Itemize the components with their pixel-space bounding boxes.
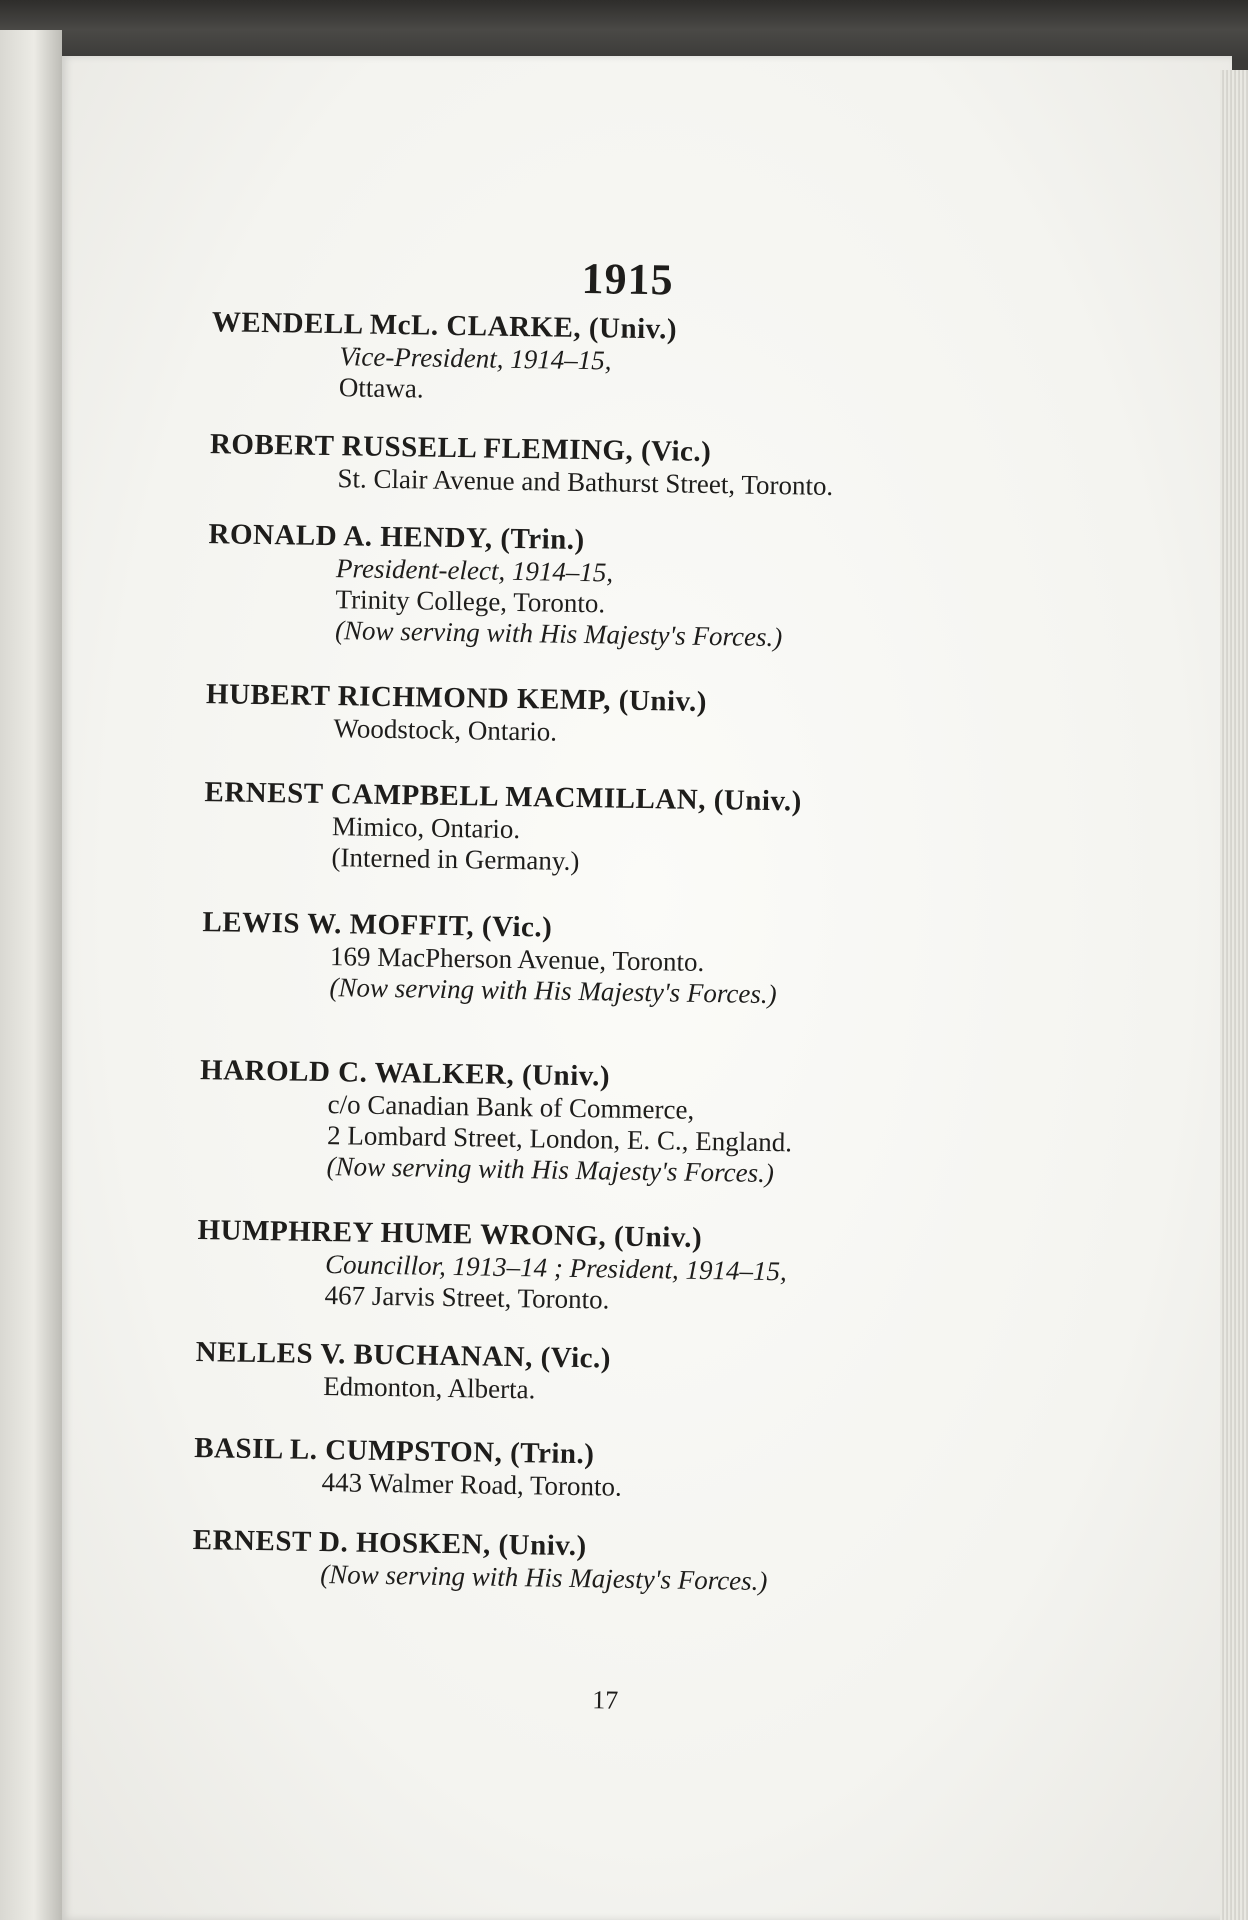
detail-line: Trinity College, Toronto. [335, 584, 606, 619]
year-heading: 1915 [581, 253, 675, 305]
member-details [207, 551, 1208, 660]
member-name: HUBERT RICHMOND KEMP, (Univ.) [205, 678, 708, 718]
detail-line: c/o Canadian Bank of Commerce, [327, 1089, 695, 1125]
detail-line: (Interned in Germany.) [331, 842, 580, 877]
detail-line: (Now serving with His Majesty's Forces.) [320, 1559, 768, 1597]
member-name: HAROLD C. WALKER, (Univ.) [199, 1054, 611, 1093]
member-entry [203, 775, 1204, 887]
member-details [198, 1087, 1199, 1196]
page-number: 17 [592, 1685, 619, 1715]
detail-line: Woodstock, Ontario. [333, 713, 558, 747]
detail-line: (Now serving with His Majesty's Forces.) [329, 972, 777, 1010]
detail-line: St. Clair Avenue and Bathurst Street, Toronto. [337, 463, 834, 501]
detail-line: Ottawa. [338, 372, 424, 404]
book-page [62, 56, 1232, 1920]
detail-line: (Now serving with His Majesty's Forces.) [334, 615, 783, 653]
member-name: ERNEST D. HOSKEN, (Univ.) [192, 1524, 587, 1563]
detail-line: Councillor, 1913–14 ; President, 1914–15, [324, 1249, 788, 1287]
member-entry [209, 427, 1210, 508]
detail-line: (Now serving with His Majesty's Forces.) [326, 1151, 775, 1189]
member-entry [196, 1213, 1197, 1325]
member-name: ROBERT RUSSELL FLEMING, (Vic.) [209, 428, 712, 469]
detail-line: 169 MacPherson Avenue, Toronto. [329, 941, 705, 977]
page-content [47, 47, 1246, 1920]
member-entry [195, 1335, 1196, 1416]
member-entry [211, 305, 1212, 417]
detail-line: 2 Lombard Street, London, E. C., England. [326, 1120, 793, 1158]
page-stack-edge [1220, 70, 1248, 1920]
detail-line: Vice-President, 1914–15, [339, 341, 612, 376]
detail-line: 443 Walmer Road, Toronto. [321, 1467, 623, 1502]
member-entry [201, 905, 1202, 1017]
member-name: RONALD A. HENDY, (Trin.) [208, 518, 585, 557]
member-entry [193, 1431, 1194, 1512]
member-name: BASIL L. CUMPSTON, (Trin.) [193, 1432, 595, 1471]
member-name: ERNEST CAMPBELL MACMILLAN, (Univ.) [204, 776, 803, 818]
detail-line: President-elect, 1914–15, [335, 553, 614, 588]
detail-line: Mimico, Ontario. [331, 811, 521, 845]
member-name: NELLES V. BUCHANAN, (Vic.) [195, 1336, 612, 1375]
detail-line: Edmonton, Alberta. [322, 1371, 536, 1405]
detail-line: 467 Jarvis Street, Toronto. [324, 1280, 610, 1315]
member-name: LEWIS W. MOFFIT, (Vic.) [202, 906, 553, 944]
member-entry [205, 677, 1206, 758]
member-name: HUMPHREY HUME WRONG, (Univ.) [197, 1214, 703, 1254]
member-name: WENDELL McL. CLARKE, (Univ.) [211, 306, 678, 346]
member-entry [198, 1053, 1200, 1196]
member-entry [192, 1523, 1193, 1604]
member-entry [207, 517, 1209, 660]
